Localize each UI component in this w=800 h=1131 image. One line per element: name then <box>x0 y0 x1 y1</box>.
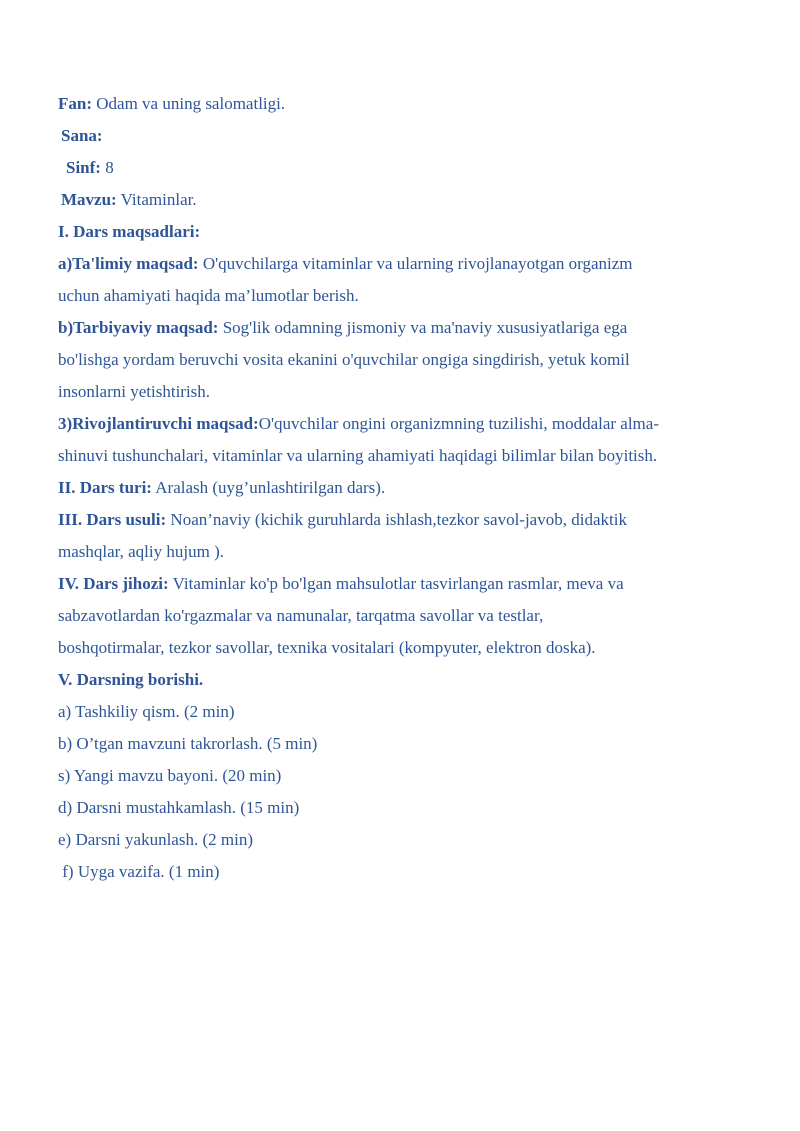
subject-line <box>58 88 748 120</box>
lesson-plan-document <box>58 88 748 888</box>
subject-label: Fan: <box>58 94 92 113</box>
educational-goal-text-1: O'quvchilarga vitaminlar va ularning rivojlanayotgan organizm <box>198 254 633 273</box>
lesson-goals-heading: I. Dars maqsadlari: <box>58 222 201 241</box>
lesson-step: e) Darsni yakunlash. (2 min) <box>58 830 253 849</box>
date-line <box>58 120 748 152</box>
lesson-flow-heading: V. Darsning borishi. <box>58 670 204 689</box>
lesson-step: s) Yangi mavzu bayoni. (20 min) <box>58 766 282 785</box>
upbringing-goal-line-3: insonlarni yetishtirish. <box>58 382 211 401</box>
topic-label: Mavzu: <box>61 190 117 209</box>
lesson-equipment-line-1 <box>58 568 748 600</box>
upbringing-goal-line-2: bo'lishga yordam beruvchi vosita ekanini o'quvchilar ongiga singdirish, yetuk komil <box>58 350 630 369</box>
lesson-step: a) Tashkiliy qism. (2 min) <box>58 702 235 721</box>
upbringing-goal-line-1 <box>58 312 748 344</box>
lesson-type-value: Aralash (uyg’unlashtirilgan dars). <box>151 478 386 497</box>
upbringing-goal-label: b)Tarbiyaviy maqsad: <box>58 318 219 337</box>
lesson-method-label: III. Dars usuli: <box>58 510 167 529</box>
grade-value: 8 <box>100 158 114 177</box>
topic-value: Vitaminlar. <box>116 190 197 209</box>
developmental-goal-label: 3)Rivojlantiruvchi maqsad: <box>58 414 259 433</box>
developmental-goal-line-2: shinuvi tushunchalari, vitaminlar va ularning ahamiyati haqidagi bilimlar bilan boyitish. <box>58 446 658 465</box>
developmental-goal-text-1: O'quvchilar ongini organizmning tuzilishi, moddalar alma- <box>258 414 659 433</box>
grade-line <box>58 152 748 184</box>
lesson-step: b) O’tgan mavzuni takrorlash. (5 min) <box>58 734 318 753</box>
topic-line <box>58 184 748 216</box>
lesson-equipment-line-2: sabzavotlardan ko'rgazmalar va namunalar, tarqatma savollar va testlar, <box>58 606 544 625</box>
grade-label: Sinf: <box>66 158 101 177</box>
developmental-goal-line-1 <box>58 408 748 440</box>
lesson-equipment-line-3: boshqotirmalar, tezkor savollar, texnika vositalari (kompyuter, elektron doska). <box>58 638 596 657</box>
subject-value: Odam va uning salomatligi. <box>92 94 286 113</box>
lesson-step: f) Uyga vazifa. (1 min) <box>58 862 220 881</box>
date-label: Sana: <box>61 126 103 145</box>
lesson-method-text-1: Noan’naviy (kichik guruhlarda ishlash,tezkor savol-javob, didaktik <box>166 510 627 529</box>
lesson-method-line-1 <box>58 504 748 536</box>
upbringing-goal-text-1: Sog'lik odamning jismoniy va ma'naviy xususiyatlariga ega <box>218 318 628 337</box>
lesson-step: d) Darsni mustahkamlash. (15 min) <box>58 798 300 817</box>
lesson-equipment-label: IV. Dars jihozi: <box>58 574 169 593</box>
lesson-equipment-text-1: Vitaminlar ko'p bo'lgan mahsulotlar tasvirlangan rasmlar, meva va <box>168 574 624 593</box>
lesson-method-line-2: mashqlar, aqliy hujum ). <box>58 542 224 561</box>
educational-goal-line-2: uchun ahamiyati haqida ma’lumotlar berish. <box>58 286 359 305</box>
lesson-type-line <box>58 472 748 504</box>
educational-goal-line-1 <box>58 248 748 280</box>
educational-goal-label: a)Ta'limiy maqsad: <box>58 254 199 273</box>
lesson-type-label: II. Dars turi: <box>58 478 152 497</box>
